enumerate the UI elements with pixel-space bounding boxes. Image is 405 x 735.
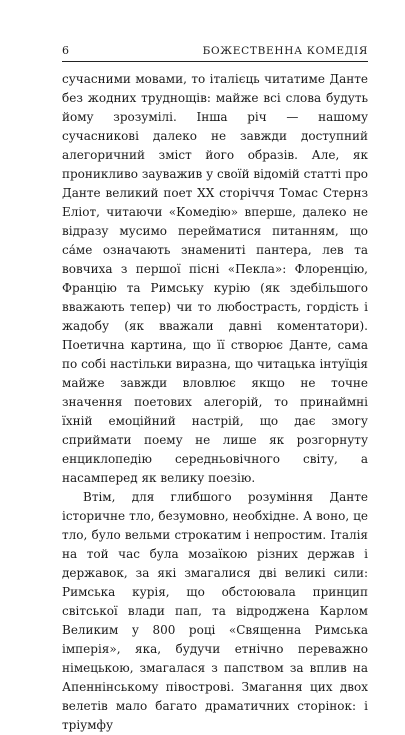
page-header <box>62 44 368 60</box>
header-rule <box>62 61 368 62</box>
page-number: 6 <box>62 44 69 57</box>
body-text <box>62 70 368 735</box>
paragraph: Втім, для глибшого розуміння Данте історичне тло, безумовно, необхідне. А воно, це тло, було вельми строкатим і непростим. Італія на той час була мозаїкою різних держав і державок, за які змагалися дві великі сили: Римська курія, що обстоювала принцип світської влади пап, та відроджена Карлом Великим у 800 році «Священна Римська імперія», яка, будучи етнічно переважно німецькою, змагалася з папством за вплив на Апеннінському півострові. Змагання цих двох велетів мало багато драматичних сторінок: і тріумфу <box>62 490 368 732</box>
paragraph-continued: сучасними мовами, то італієць читатиме Данте без жодних труднощів: майже всі слова будуть йому зрозумілі. Інша річ — нашому сучасникові далеко не завжди доступний алегоричний зміст його образів. Але, як проникливо зауважив у своїй відомій статті про Данте великий поет XX сторіччя Томас Стернз Еліот, читаючи «Комедію» вперше, далеко не відразу мусимо перейматися питанням, що са́ме означають знаменитi пантера, лев та вовчиха з першої пісні «Пекла»: Флоренцію, Францію та Римську курію (як здебільшого вважають тепер) чи то любострасть, гордість і жадобу (як вважали давні коментатори). Поетична картина, що її створює Данте, сама по собі настільки виразна, що читацька інтуїція майже завжди вловлює якщо не точне значення поетових алегорій, то принаймні їхній емоційний настрій, що дає змогу сприймати поему не лише як розгорнуту енциклопедію середньовічного світу, а насамперед як велику поезію. <box>62 72 368 485</box>
running-title: БОЖЕСТВЕННА КОМЕДІЯ <box>202 45 368 57</box>
